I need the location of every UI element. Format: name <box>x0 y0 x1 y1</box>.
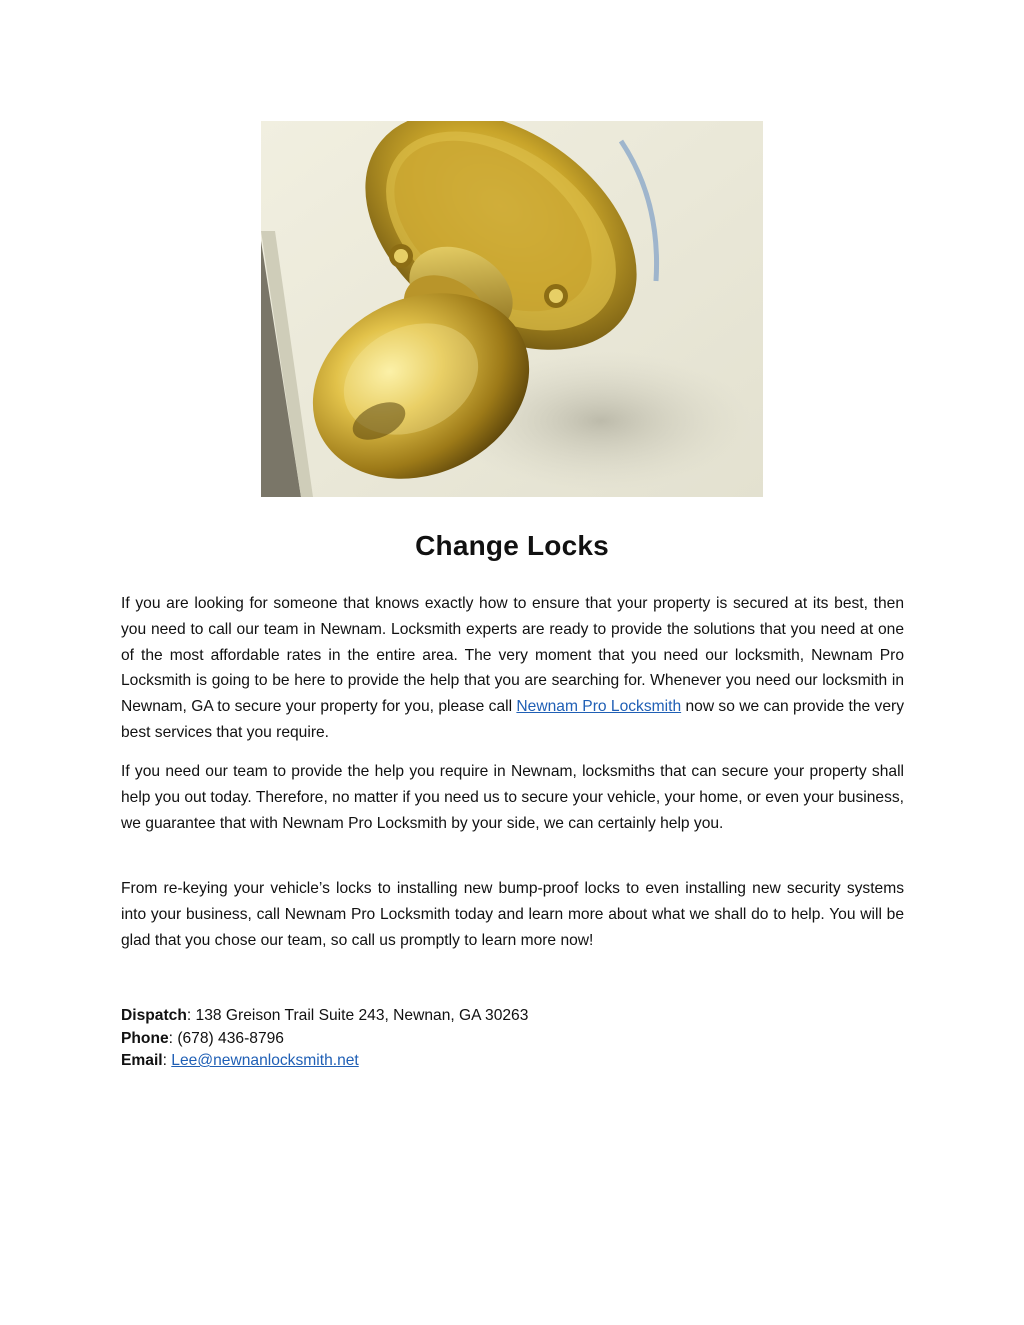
email-link[interactable]: Lee@newnanlocksmith.net <box>171 1052 359 1069</box>
phone-number: : (678) 436-8796 <box>168 1029 284 1047</box>
services-paragraph: From re-keying your vehicle’s locks to installing new bump-proof locks to even installing new security systems into your business, call Newnam Pro Locksmith today and learn more about what we shall do to help. You will be glad that you chose our team, so call us promptly to learn more now! <box>121 880 904 949</box>
phone-label: Phone <box>121 1029 169 1047</box>
newnam-pro-locksmith-link[interactable]: Newnam Pro Locksmith <box>516 698 682 716</box>
dispatch-address: : 138 Greison Trail Suite 243, Newnan, GA 30263 <box>186 1007 529 1024</box>
email-label: Email <box>121 1052 163 1069</box>
phone-line <box>121 1028 528 1051</box>
dispatch-line <box>121 1005 528 1028</box>
team-help-paragraph: If you need our team to provide the help you require in Newnam, locksmiths that can secure your property shall help you out today. Therefore, no matter if you need us to secure your vehicle, your home, or even your business, we guarantee that with Newnam Pro Locksmith by your side, we can certainly help you. <box>121 763 904 832</box>
door-knob-photo <box>261 121 763 497</box>
intro-paragraph <box>121 591 904 746</box>
dispatch-label: Dispatch <box>121 1007 187 1024</box>
page-title: Change Locks <box>415 530 609 561</box>
intro-text-after-link: now so we can provide the very best services that you require. <box>121 698 905 741</box>
intro-text-before-link: If you are looking for someone that knows exactly how to ensure that your property is secured at its best, then you need to call our team in Newnam. Locksmith experts are ready to provide the solutions that you need at one of the most affordable rates in the entire area. The very moment that you need our locksmith, Newnam Pro Locksmith is going to be here to provide the help that you are searching for. Whenever you need our locksmith in Newnam, GA to secure your property for you, please call <box>121 595 904 716</box>
email-line <box>121 1050 528 1073</box>
door-knob-icon <box>261 121 763 497</box>
contact-block <box>121 1005 528 1073</box>
email-separator: : <box>162 1052 172 1069</box>
